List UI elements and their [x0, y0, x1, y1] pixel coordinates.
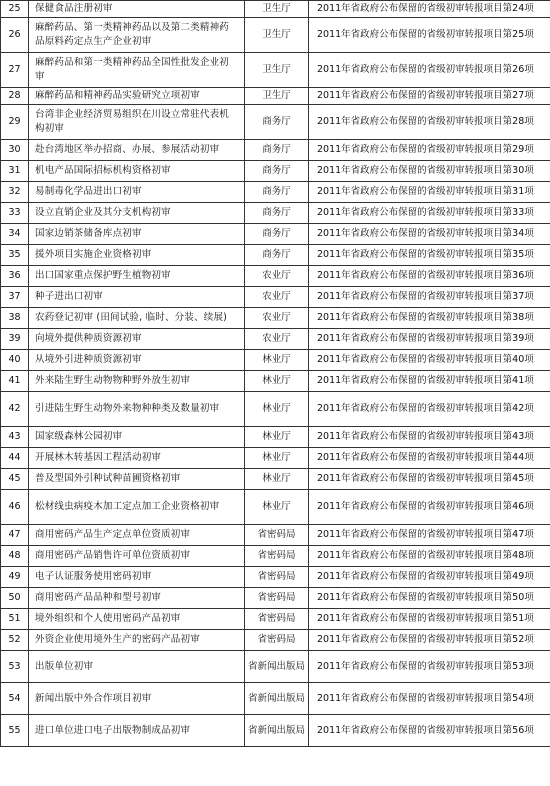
- item-name: 援外项目实施企业资格初审: [29, 245, 245, 266]
- item-name: 商用密码产品销售许可单位资质初审: [29, 546, 245, 567]
- row-number: 27: [1, 53, 29, 88]
- remark: 2011年省政府公布保留的省级初审转报项目第37项: [309, 287, 550, 308]
- department: 林业厅: [245, 427, 309, 448]
- item-name: 商用密码产品品种和型号初审: [29, 588, 245, 609]
- row-number: 43: [1, 427, 29, 448]
- table-row: [1, 448, 550, 469]
- department: 省新闻出版局: [245, 651, 309, 683]
- table-row: [1, 182, 550, 203]
- item-name: 国家边销茶储备库点初审: [29, 224, 245, 245]
- department: 商务厅: [245, 161, 309, 182]
- item-name: 赴台湾地区举办招商、办展、参展活动初审: [29, 140, 245, 161]
- table-row: [1, 161, 550, 182]
- department: 省密码局: [245, 525, 309, 546]
- remark: 2011年省政府公布保留的省级初审转报项目第46项: [309, 490, 550, 525]
- row-number: 40: [1, 350, 29, 371]
- row-number: 30: [1, 140, 29, 161]
- table-row: [1, 203, 550, 224]
- row-number: 47: [1, 525, 29, 546]
- item-name: 农药登记初审 (田间试验, 临时、分装、续展): [29, 308, 245, 329]
- row-number: 53: [1, 651, 29, 683]
- department: 林业厅: [245, 448, 309, 469]
- remark: 2011年省政府公布保留的省级初审转报项目第39项: [309, 329, 550, 350]
- table-row: [1, 18, 550, 53]
- remark: 2011年省政府公布保留的省级初审转报项目第53项: [309, 651, 550, 683]
- row-number: 33: [1, 203, 29, 224]
- row-number: 45: [1, 469, 29, 490]
- table-row: [1, 88, 550, 105]
- department: 农业厅: [245, 266, 309, 287]
- table-row: [1, 427, 550, 448]
- row-number: 44: [1, 448, 29, 469]
- item-name: 易制毒化学品进出口初审: [29, 182, 245, 203]
- table-row: [1, 53, 550, 88]
- table-row: [1, 715, 550, 747]
- remark: 2011年省政府公布保留的省级初审转报项目第40项: [309, 350, 550, 371]
- item-name: 麻醉药品和精神药品实验研究立项初审: [29, 88, 245, 105]
- remark: 2011年省政府公布保留的省级初审转报项目第44项: [309, 448, 550, 469]
- remark: 2011年省政府公布保留的省级初审转报项目第30项: [309, 161, 550, 182]
- row-number: 39: [1, 329, 29, 350]
- department: 农业厅: [245, 308, 309, 329]
- table-row: [1, 490, 550, 525]
- table-row: [1, 392, 550, 427]
- row-number: 49: [1, 567, 29, 588]
- row-number: 25: [1, 1, 29, 18]
- row-number: 28: [1, 88, 29, 105]
- row-number: 35: [1, 245, 29, 266]
- department: 卫生厅: [245, 1, 309, 18]
- remark: 2011年省政府公布保留的省级初审转报项目第48项: [309, 546, 550, 567]
- table-row: [1, 469, 550, 490]
- remark: 2011年省政府公布保留的省级初审转报项目第31项: [309, 182, 550, 203]
- department: 省密码局: [245, 588, 309, 609]
- remark: 2011年省政府公布保留的省级初审转报项目第35项: [309, 245, 550, 266]
- department: 卫生厅: [245, 53, 309, 88]
- row-number: 46: [1, 490, 29, 525]
- remark: 2011年省政府公布保留的省级初审转报项目第51项: [309, 609, 550, 630]
- table-row: [1, 266, 550, 287]
- table-row: [1, 609, 550, 630]
- remark: 2011年省政府公布保留的省级初审转报项目第42项: [309, 392, 550, 427]
- table-row: [1, 546, 550, 567]
- row-number: 31: [1, 161, 29, 182]
- table-row: [1, 287, 550, 308]
- item-name: 机电产品国际招标机构资格初审: [29, 161, 245, 182]
- remark: 2011年省政府公布保留的省级初审转报项目第49项: [309, 567, 550, 588]
- row-number: 37: [1, 287, 29, 308]
- item-name: 境外组织和个人使用密码产品初审: [29, 609, 245, 630]
- table-row: [1, 1, 550, 18]
- item-name: 开展林木转基因工程活动初审: [29, 448, 245, 469]
- item-name: 商用密码产品生产定点单位资质初审: [29, 525, 245, 546]
- remark: 2011年省政府公布保留的省级初审转报项目第38项: [309, 308, 550, 329]
- department: 商务厅: [245, 182, 309, 203]
- table-row: [1, 588, 550, 609]
- row-number: 29: [1, 105, 29, 140]
- department: 省密码局: [245, 546, 309, 567]
- department: 商务厅: [245, 245, 309, 266]
- item-name: 向境外提供种质资源初审: [29, 329, 245, 350]
- table-row: [1, 329, 550, 350]
- remark: 2011年省政府公布保留的省级初审转报项目第27项: [309, 88, 550, 105]
- department: 林业厅: [245, 490, 309, 525]
- remark: 2011年省政府公布保留的省级初审转报项目第29项: [309, 140, 550, 161]
- item-name: 从境外引进种质资源初审: [29, 350, 245, 371]
- table-row: [1, 308, 550, 329]
- department: 农业厅: [245, 287, 309, 308]
- remark: 2011年省政府公布保留的省级初审转报项目第56项: [309, 715, 550, 747]
- row-number: 51: [1, 609, 29, 630]
- department: 省新闻出版局: [245, 683, 309, 715]
- row-number: 52: [1, 630, 29, 651]
- table-row: [1, 525, 550, 546]
- item-name: 新闻出版中外合作项目初审: [29, 683, 245, 715]
- table-row: [1, 245, 550, 266]
- table-row: [1, 224, 550, 245]
- remark: 2011年省政府公布保留的省级初审转报项目第52项: [309, 630, 550, 651]
- row-number: 41: [1, 371, 29, 392]
- item-name: 出口国家重点保护野生植物初审: [29, 266, 245, 287]
- table-row: [1, 630, 550, 651]
- remark: 2011年省政府公布保留的省级初审转报项目第54项: [309, 683, 550, 715]
- table-row: [1, 371, 550, 392]
- row-number: 42: [1, 392, 29, 427]
- department: 卫生厅: [245, 18, 309, 53]
- row-number: 34: [1, 224, 29, 245]
- table-row: [1, 567, 550, 588]
- department: 省密码局: [245, 567, 309, 588]
- remark: 2011年省政府公布保留的省级初审转报项目第24项: [309, 1, 550, 18]
- remark: 2011年省政府公布保留的省级初审转报项目第41项: [309, 371, 550, 392]
- item-name: 电子认证服务使用密码初审: [29, 567, 245, 588]
- item-name: 保健食品注册初审: [29, 1, 245, 18]
- remark: 2011年省政府公布保留的省级初审转报项目第47项: [309, 525, 550, 546]
- remark: 2011年省政府公布保留的省级初审转报项目第50项: [309, 588, 550, 609]
- item-name: 麻醉药品、第一类精神药品以及第二类精神药品原料药定点生产企业初审: [29, 18, 245, 53]
- department: 林业厅: [245, 350, 309, 371]
- item-name: 松材线虫病疫木加工定点加工企业资格初审: [29, 490, 245, 525]
- remark: 2011年省政府公布保留的省级初审转报项目第26项: [309, 53, 550, 88]
- table-row: [1, 105, 550, 140]
- item-name: 种子进出口初审: [29, 287, 245, 308]
- department: 省密码局: [245, 609, 309, 630]
- department: 省密码局: [245, 630, 309, 651]
- item-name: 引进陆生野生动物外来物种种类及数量初审: [29, 392, 245, 427]
- table-row: [1, 683, 550, 715]
- department: 林业厅: [245, 469, 309, 490]
- department: 卫生厅: [245, 88, 309, 105]
- row-number: 38: [1, 308, 29, 329]
- table-row: [1, 140, 550, 161]
- row-number: 26: [1, 18, 29, 53]
- item-name: 设立直销企业及其分支机构初审: [29, 203, 245, 224]
- item-name: 外来陆生野生动物物种野外放生初审: [29, 371, 245, 392]
- department: 商务厅: [245, 105, 309, 140]
- department: 商务厅: [245, 203, 309, 224]
- remark: 2011年省政府公布保留的省级初审转报项目第33项: [309, 203, 550, 224]
- remark: 2011年省政府公布保留的省级初审转报项目第43项: [309, 427, 550, 448]
- remark: 2011年省政府公布保留的省级初审转报项目第34项: [309, 224, 550, 245]
- item-name: 麻醉药品和第一类精神药品全国性批发企业初审: [29, 53, 245, 88]
- row-number: 32: [1, 182, 29, 203]
- item-name: 台湾非企业经济贸易组织在川设立常驻代表机构初审: [29, 105, 245, 140]
- table-body: [1, 1, 550, 747]
- remark: 2011年省政府公布保留的省级初审转报项目第36项: [309, 266, 550, 287]
- item-name: 普及型国外引种试种苗圃资格初审: [29, 469, 245, 490]
- row-number: 55: [1, 715, 29, 747]
- department: 林业厅: [245, 392, 309, 427]
- department: 农业厅: [245, 329, 309, 350]
- table-row: [1, 651, 550, 683]
- item-name: 外资企业使用境外生产的密码产品初审: [29, 630, 245, 651]
- row-number: 48: [1, 546, 29, 567]
- item-name: 进口单位进口电子出版物制成品初审: [29, 715, 245, 747]
- remark: 2011年省政府公布保留的省级初审转报项目第28项: [309, 105, 550, 140]
- row-number: 36: [1, 266, 29, 287]
- department: 省新闻出版局: [245, 715, 309, 747]
- item-name: 出版单位初审: [29, 651, 245, 683]
- table-row: [1, 350, 550, 371]
- department: 商务厅: [245, 140, 309, 161]
- department: 林业厅: [245, 371, 309, 392]
- item-name: 国家级森林公园初审: [29, 427, 245, 448]
- remark: 2011年省政府公布保留的省级初审转报项目第25项: [309, 18, 550, 53]
- row-number: 50: [1, 588, 29, 609]
- department: 商务厅: [245, 224, 309, 245]
- remark: 2011年省政府公布保留的省级初审转报项目第45项: [309, 469, 550, 490]
- row-number: 54: [1, 683, 29, 715]
